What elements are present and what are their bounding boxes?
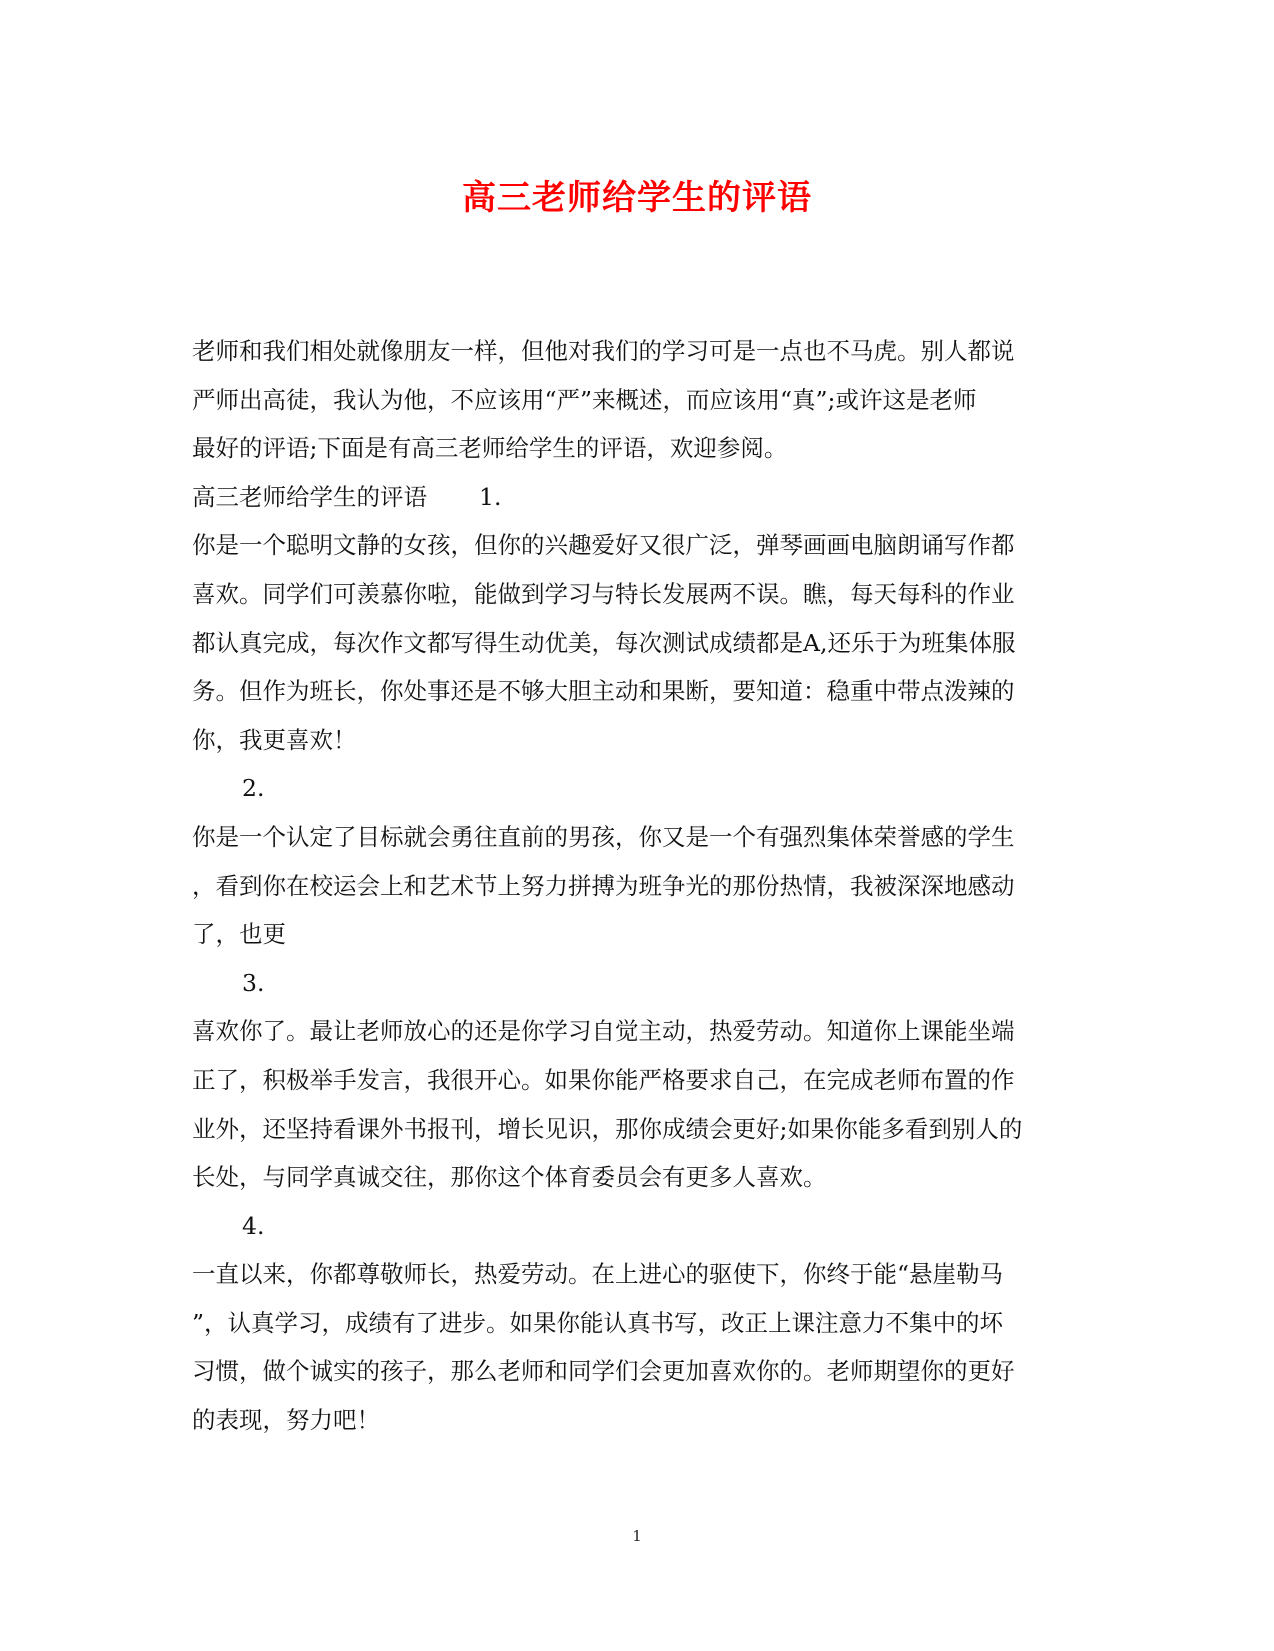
document-body (192, 327, 1082, 1445)
intro-line: 老师和我们相处就像朋友一样，但他对我们的学习可是一点也不马虎。别人都说 (192, 337, 1015, 365)
comment-line: 喜欢。同学们可羡慕你啦，能做到学习与特长发展两不误。瞧，每天每科的作业 (192, 579, 1015, 608)
comment-line: 都认真完成，每次作文都写得生动优美，每次测试成绩都是A,还乐于为班集体服 (192, 628, 1016, 657)
comment-line: 你是一个聪明文静的女孩，但你的兴趣爱好又很广泛，弹琴画画电脑朗诵写作都 (192, 531, 1015, 560)
intro-line: 严师出高徒，我认为他，不应该用“严”来概述，而应该用“真”;或许这是老师 (192, 385, 977, 414)
comment-line: 喜欢你了。最让老师放心的还是你学习自觉主动，热爱劳动。知道你上课能坐端 (192, 1017, 1015, 1046)
comment-3 (192, 1007, 1082, 1201)
comment-line: 的表现，努力吧！ (192, 1406, 380, 1435)
comment-line: 正了，积极举手发言，我很开心。如果你能严格要求自己，在完成老师布置的作 (192, 1065, 1015, 1094)
intro-line: 最好的评语;下面是有高三老师给学生的评语，欢迎参阅。 (192, 434, 788, 463)
comment-number: 3. (242, 968, 265, 997)
document-title: 高三老师给学生的评语 (462, 178, 812, 218)
comment-line: 业外，还坚持看课外书报刊，增长见识，那你成绩会更好;如果你能多看到别人的 (192, 1114, 1023, 1143)
comment-4 (192, 1250, 1082, 1444)
comment-line: 习惯，做个诚实的孩子，那么老师和同学们会更加喜欢你的。老师期望你的更好 (192, 1357, 1015, 1386)
comment-line: ”，认真学习，成绩有了进步。如果你能认真书写，改正上课注意力不集中的坏 (192, 1308, 1004, 1337)
comment-line: 务。但作为班长，你处事还是不够大胆主动和果断，要知道：稳重中带点泼辣的 (192, 677, 1015, 706)
comment-line: 你，我更喜欢！ (192, 725, 357, 754)
comment-number: 4. (242, 1211, 265, 1240)
comment-line: ，看到你在校运会上和艺术节上努力拼搏为班争光的那份热情，我被深深地感动 (192, 871, 1015, 900)
page-number: 1 (632, 1527, 642, 1545)
comment-number: 2. (242, 774, 265, 803)
comment-line: 长处，与同学真诚交往，那你这个体育委员会有更多人喜欢。 (192, 1163, 827, 1192)
intro-paragraph (192, 327, 1082, 473)
comment-2 (192, 813, 1082, 959)
comment-line: 你是一个认定了目标就会勇往直前的男孩，你又是一个有强烈集体荣誉感的学生 (192, 822, 1015, 851)
comment-line: 了，也更 (192, 920, 286, 949)
section-heading-label: 高三老师给学生的评语 (192, 482, 427, 511)
section-heading-number: 1. (479, 482, 502, 511)
comment-1 (192, 521, 1082, 764)
section-heading (192, 473, 1082, 522)
comment-line: 一直以来，你都尊敬师长，热爱劳动。在上进心的驱使下，你终于能“悬崖勒马 (192, 1260, 1004, 1289)
